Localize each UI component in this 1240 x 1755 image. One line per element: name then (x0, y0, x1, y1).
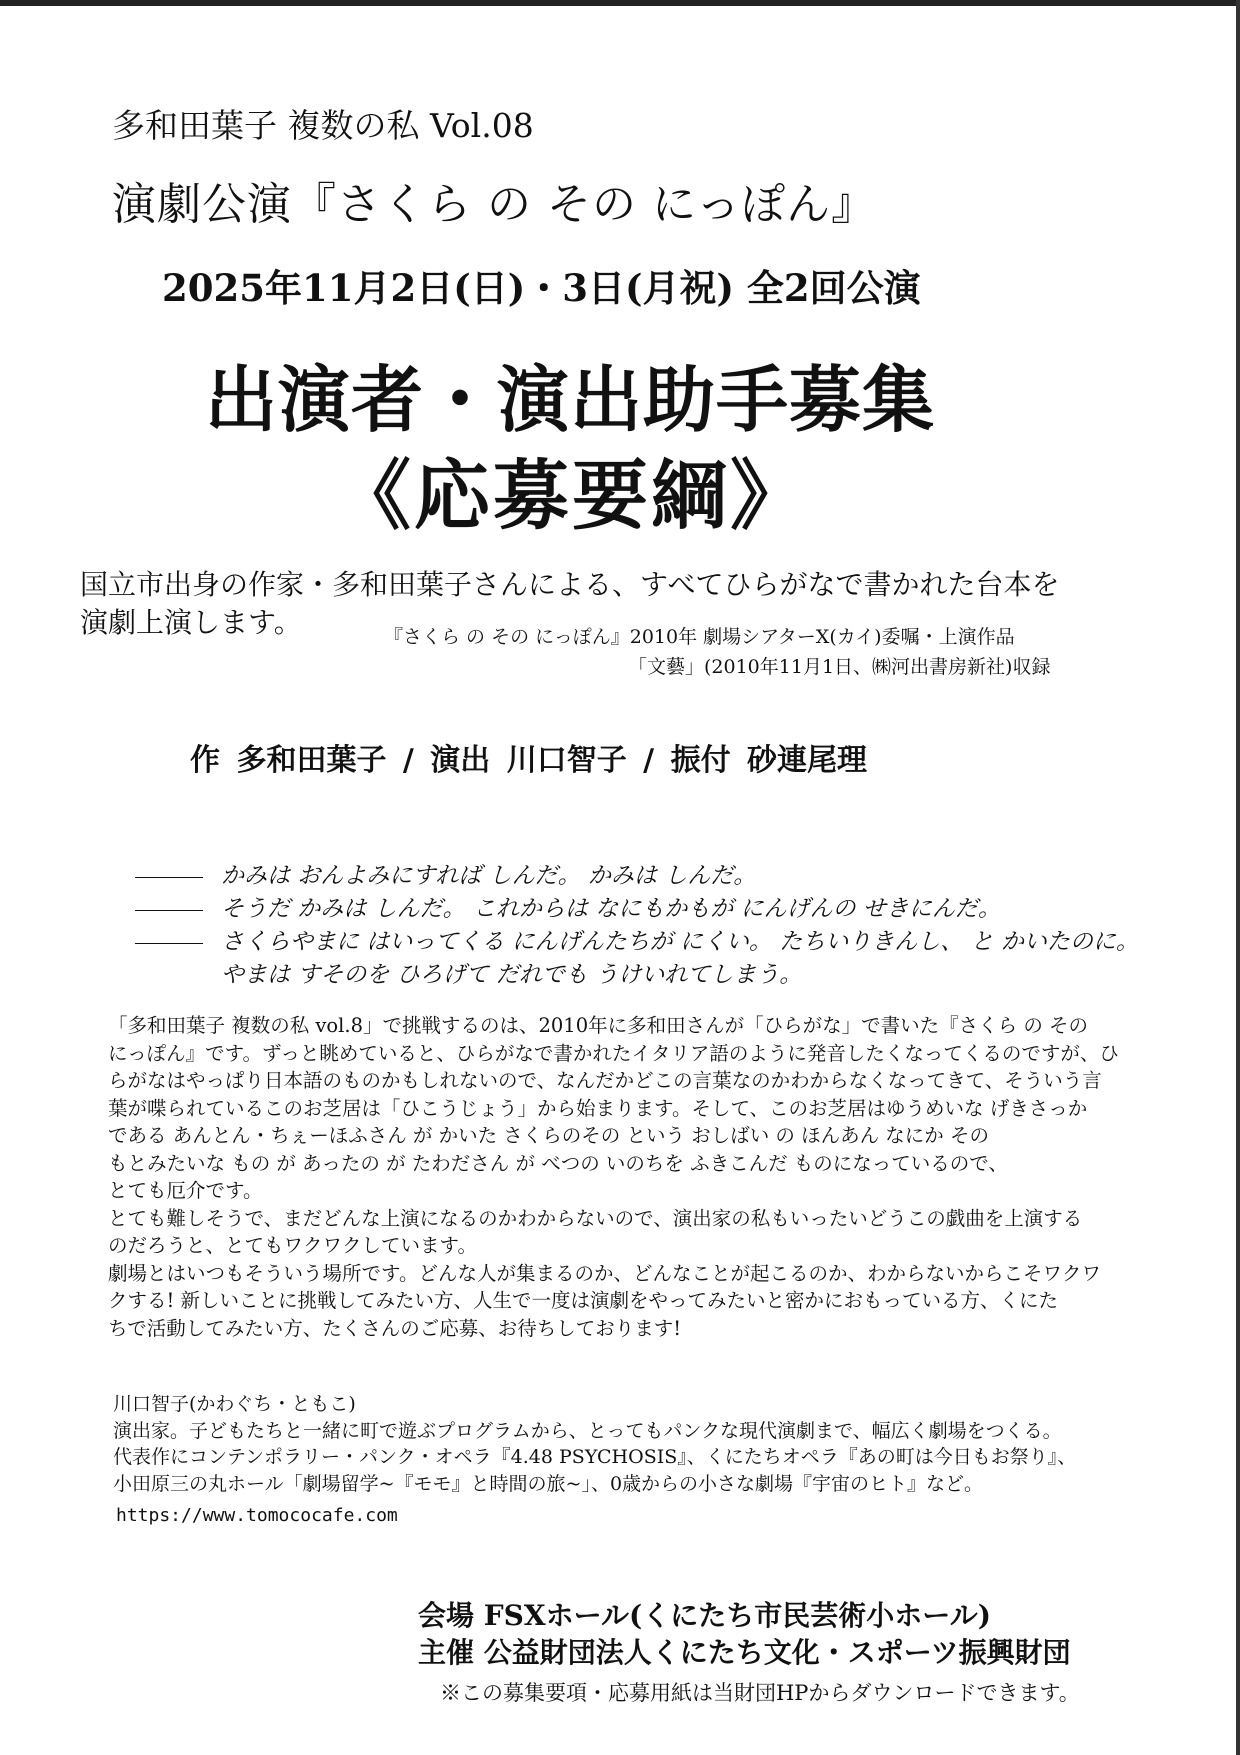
description-line: クする! 新しいことに挑戦してみたい方、人生で一度は演劇をやってみたいと密かにおもっている方、くにた (108, 1289, 1059, 1312)
description-line: もとみたいな もの が あったの が たわださん が べつの いのちを ふきこんだ ものになっているので、 (108, 1151, 1008, 1175)
dash-rule (135, 943, 203, 944)
dash-rule (135, 877, 203, 878)
work-info-line-1: 『さくら の その にっぽん』2010年 劇場シアターX(カイ)委嘱・上演作品 (384, 626, 1015, 648)
download-note: ※この募集要項・応募用紙は当財団HPからダウンロードできます。 (440, 1681, 1080, 1705)
description-line: とても難しそうで、まだどんな上演になるのかわからないので、演出家の私もいったいどうこの戯曲を上演する (108, 1206, 1083, 1230)
description-line: 葉が喋られているこのお芝居は「ひこうじょう」から始まります。そして、このお芝居はゆうめいな げきさっか (108, 1096, 1088, 1120)
quote-text: そうだ かみは しんだ。 これからは なにもかもが にんげんの せきにんだ。 (221, 896, 1001, 922)
description-line: ちで活動してみたい方、たくさんのご応募、お待ちしております! (108, 1316, 682, 1340)
description-line: にっぽん』です。ずっと眺めていると、ひらがなで書かれたイタリア語のように発音したくなってくるのですが、ひ (108, 1041, 1119, 1065)
description-line: らがなはやっぱり日本語のものかもしれないので、なんだかどこの言葉なのかわからなくなってきて、そういう言 (108, 1069, 1102, 1092)
description-line: である あんとん・ちぇーほふさん が かいた さくらのその という おしばい の ほんあん なにか その (108, 1124, 989, 1147)
page-top-border (0, 0, 1240, 6)
director-bio (113, 1391, 1123, 1497)
recruitment-heading: 出演者・演出助手募集 (205, 357, 936, 442)
series-title: 多和田葉子 複数の私 Vol.08 (112, 106, 534, 145)
quote-text: やまは すそのを ひろげて だれでも うけいれてしまう。 (221, 962, 803, 988)
performance-dates: 2025年11月2日(日)・3日(月祝) 全2回公演 (162, 266, 921, 310)
intro-line-2: 演劇上演します。 (80, 606, 302, 639)
description-line: とても厄介です。 (108, 1179, 263, 1202)
quote-text: かみは おんよみにすれば しんだ。 かみは しんだ。 (221, 863, 757, 889)
organizer: 主催 公益財団法人くにたち文化・スポーツ振興財団 (418, 1636, 1071, 1669)
application-guidelines-heading: 《応募要綱》 (335, 451, 809, 540)
description-line: 「多和田葉子 複数の私 vol.8」で挑戦するのは、2010年に多和田さんが「ひらがな」で書いた『さくら の その (108, 1014, 1089, 1037)
description-line: のだろうと、とてもワクワクしています。 (108, 1234, 477, 1257)
bio-line: 演出家。子どもたちと一緒に町で遊ぶプログラムから、とってもパンクな現代演劇まで、幅広く劇場をつくる。 (113, 1419, 1062, 1442)
description-line: 劇場とはいつもそういう場所です。どんな人が集まるのか、どんなことが起こるのか、わからないからこそワクワ (108, 1261, 1101, 1285)
quote-line (221, 956, 802, 989)
quote-line (135, 890, 1001, 923)
description (108, 1012, 1118, 1342)
venue: 会場 FSXホール(くにたち市民芸術小ホール) (418, 1599, 991, 1632)
quote-line (135, 857, 756, 890)
bio-url: https://www.tomococafe.com (116, 1505, 398, 1526)
work-info-line-2: 「文藝」(2010年11月1日、㈱河出書房新社)収録 (628, 656, 1051, 678)
quote-text: さくらやまに はいってくる にんげんたちが にくい。 たちいりきんし、 と かいたのに。 (221, 929, 1139, 955)
bio-name: 川口智子(かわぐち・ともこ) (113, 1393, 356, 1415)
page-right-border (1236, 0, 1240, 1755)
dash-rule (135, 910, 203, 911)
bio-line: 代表作にコンテンポラリー・パンク・オペラ『4.48 PSYCHOSIS』、くにたちオペラ『あの町は今日もお祭り』、 (113, 1446, 1077, 1468)
credits: 作 多和田葉子 / 演出 川口智子 / 振付 砂連尾理 (190, 743, 868, 778)
intro-line-1: 国立市出身の作家・多和田葉子さんによる、すべてひらがなで書かれた台本を (80, 568, 1060, 601)
performance-title: 演劇公演『さくら の その にっぽん』 (112, 179, 877, 230)
bio-line: 小田原三の丸ホール「劇場留学~『モモ』と時間の旅~」、0歳からの小さな劇場『宇宙のヒト』など。 (113, 1472, 984, 1495)
quote-line (135, 923, 1139, 956)
